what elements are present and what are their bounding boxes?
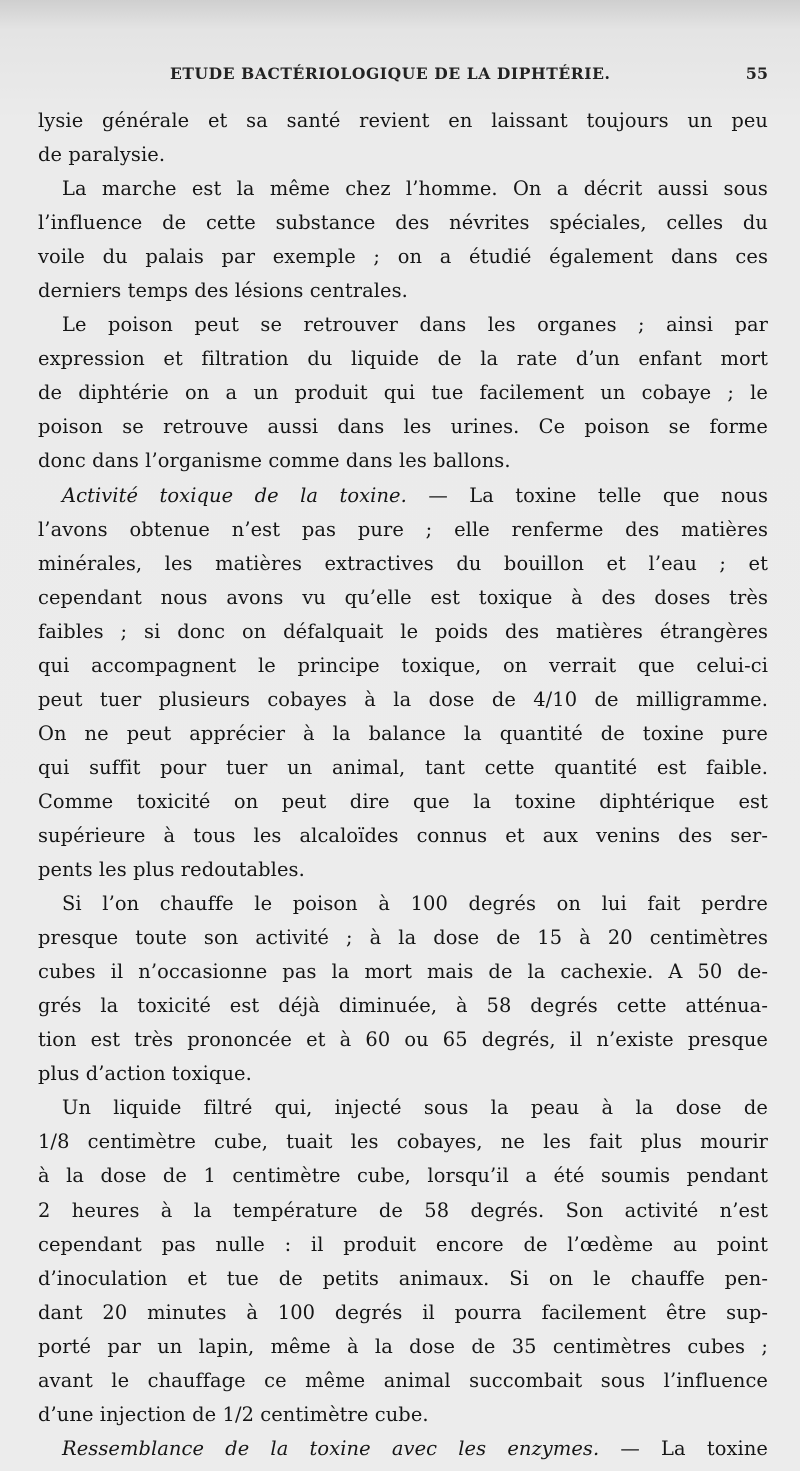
text-line: plus d’action toxique. <box>38 1062 252 1086</box>
text-line: de diphtérie on a un produit qui tue facilement un cobaye ; le <box>38 381 768 405</box>
text-line: La marche est la même chez l’homme. On a décrit aussi sous <box>62 177 768 201</box>
running-header <box>32 64 768 94</box>
text-line: supérieure à tous les alcaloïdes connus et aux venins des ser- <box>38 823 768 847</box>
text-line: Comme toxicité on peut dire que la toxine diphtérique est <box>38 789 768 813</box>
text-line: Activité toxique de la toxine. — La toxine telle que nous <box>62 483 769 507</box>
text-line: l’avons obtenue n’est pas pure ; elle renferme des matières <box>38 517 768 541</box>
text-line: Un liquide filtré qui, injecté sous la peau à la dose de <box>62 1096 768 1120</box>
text-line: expression et filtration du liquide de la rate d’un enfant mort <box>38 347 768 371</box>
text-line: 2 heures à la température de 58 degrés. Son activité n’est <box>38 1198 768 1222</box>
text-line: grés la toxicité est déjà diminuée, à 58 degrés cette atténua- <box>38 994 768 1018</box>
text-line: Le poison peut se retrouver dans les organes ; ainsi par <box>62 313 768 337</box>
text-line: donc dans l’organisme comme dans les ballons. <box>38 449 511 473</box>
text-line: avant le chauffage ce même animal succombait sous l’influence <box>38 1368 768 1392</box>
text-line: pents les plus redoutables. <box>38 858 305 882</box>
text-line: l’influence de cette substance des névrites spéciales, celles du <box>38 211 768 235</box>
text-line: d’inoculation et tue de petits animaux. Si on le chauffe pen- <box>38 1266 768 1290</box>
text-line: Ressemblance de la toxine avec les enzymes. — La toxine <box>62 1436 768 1460</box>
text-line: faibles ; si donc on défalquait le poids des matières étrangères <box>38 619 768 643</box>
text-line: poison se retrouve aussi dans les urines. Ce poison se forme <box>38 415 768 439</box>
text-line: minérales, les matières extractives du bouillon et l’eau ; et <box>38 551 768 575</box>
page-number: 55 <box>745 64 768 83</box>
text-line: On ne peut apprécier à la balance la quantité de toxine pure <box>38 721 768 745</box>
text-line: Si l’on chauffe le poison à 100 degrés on lui fait perdre <box>62 892 768 916</box>
text-line: qui accompagnent le principe toxique, on verrait que celui-ci <box>38 653 768 677</box>
text-line: tion est très prononcée et à 60 ou 65 degrés, il n’existe presque <box>38 1028 768 1052</box>
text-line: peut tuer plusieurs cobayes à la dose de 4/10 de milligramme. <box>38 687 768 711</box>
text-line: cubes il n’occasionne pas la mort mais de la cachexie. A 50 de- <box>38 960 768 984</box>
text-line: lysie générale et sa santé revient en laissant toujours un peu <box>38 109 768 132</box>
text-line: d’une injection de 1/2 centimètre cube. <box>38 1402 429 1426</box>
text-line: à la dose de 1 centimètre cube, lorsqu’il a été soumis pendant <box>38 1164 768 1188</box>
text-line: porté par un lapin, même à la dose de 35 centimètres cubes ; <box>38 1334 768 1358</box>
text-line: derniers temps des lésions centrales. <box>38 279 408 303</box>
text-line: voile du palais par exemple ; on a étudié également dans ces <box>38 245 768 269</box>
text-line: presque toute son activité ; à la dose de 15 à 20 centimètres <box>38 926 768 950</box>
text-line: qui suffit pour tuer un animal, tant cette quantité est faible. <box>38 755 768 779</box>
running-title: ETUDE BACTÉRIOLOGIQUE DE LA DIPHTÉRIE. <box>170 64 611 83</box>
text-line: cependant pas nulle : il produit encore de l’œdème au point <box>38 1232 768 1256</box>
text-line: dant 20 minutes à 100 degrés il pourra facilement être sup- <box>38 1300 768 1324</box>
text-line: cependant nous avons vu qu’elle est toxique à des doses très <box>38 585 768 609</box>
text-line: 1/8 centimètre cube, tuait les cobayes, ne les fait plus mourir <box>38 1130 768 1154</box>
text-line: de paralysie. <box>38 143 166 167</box>
body-text <box>38 104 768 1466</box>
section-heading: Activité toxique de la toxine. <box>62 483 407 507</box>
section-heading: Ressemblance de la toxine avec les enzymes. <box>62 1436 600 1460</box>
